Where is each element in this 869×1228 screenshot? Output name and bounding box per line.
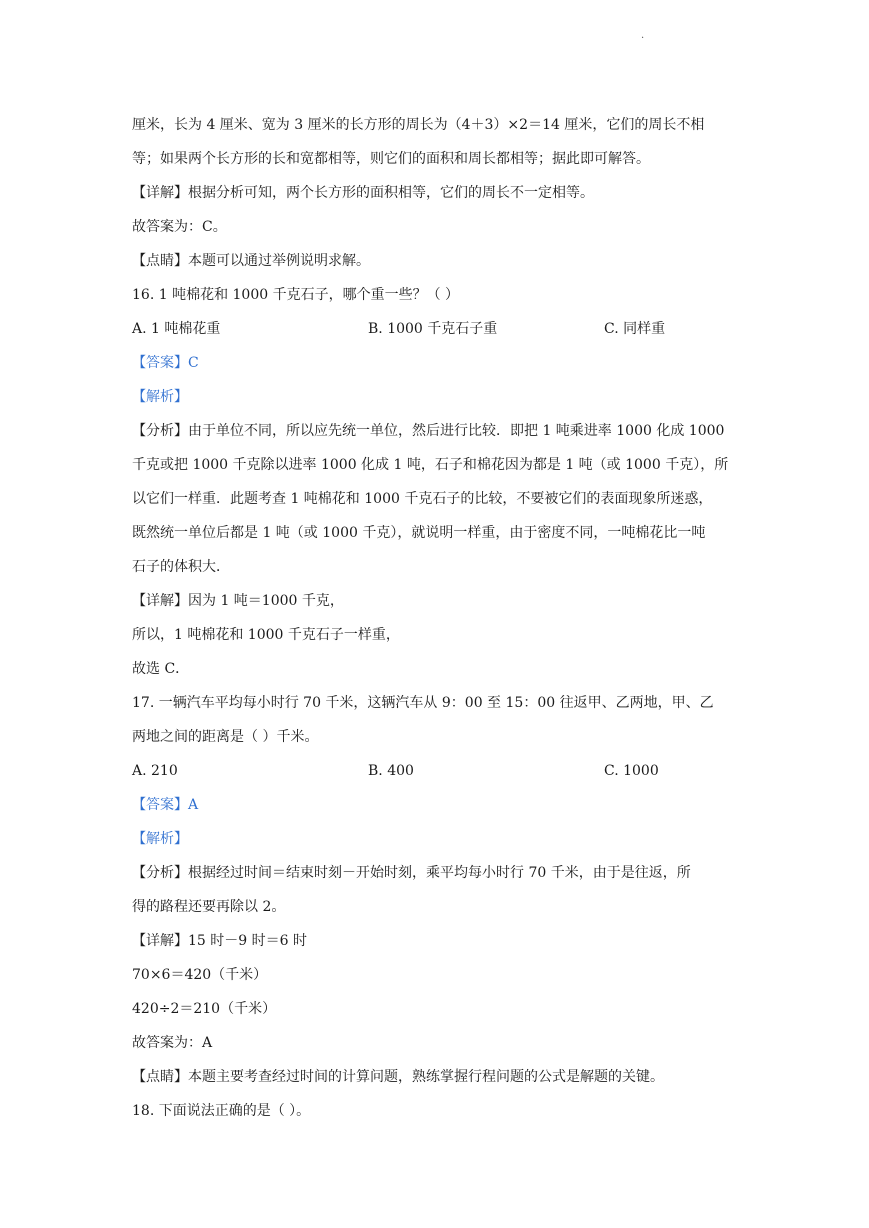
option-a: A. 1 吨棉花重 — [132, 321, 221, 337]
detail-line: 所以，1 吨棉花和 1000 千克石子一样重， — [132, 627, 400, 643]
analysis-line: 以它们一样重．此题考查 1 吨棉花和 1000 千克石子的比较，不要被它们的表面现象所迷惑， — [132, 491, 713, 507]
answer-label: 【答案】A — [132, 797, 199, 813]
analysis-line: 得的路程还要再除以 2。 — [132, 899, 286, 915]
comment-line: 【点睛】本题可以通过举例说明求解。 — [132, 253, 370, 269]
question-18-stem: 18. 下面说法正确的是（ ）。 — [132, 1103, 311, 1119]
analysis-line: 千克或把 1000 千克除以进率 1000 化成 1 吨，石子和棉花因为都是 1 吨（或 1000 千克），所 — [132, 457, 729, 473]
analysis-line: 石子的体积大． — [132, 559, 230, 575]
answer-label: 【答案】C — [132, 355, 199, 371]
option-c: C. 1000 — [604, 763, 659, 779]
detail-line: 【详解】15 时－9 时＝6 时 — [132, 933, 307, 949]
final-answer-line: 故答案为：C。 — [132, 219, 227, 235]
question-17-stem: 17. 一辆汽车平均每小时行 70 千米，这辆汽车从 9：00 至 15：00 往返甲、乙两地，甲、乙 — [132, 695, 714, 711]
analysis-line: 既然统一单位后都是 1 吨（或 1000 千克），就说明一样重，由于密度不同，一吨棉花比一吨 — [132, 525, 706, 541]
option-c: C. 同样重 — [604, 321, 666, 337]
detail-line: 故选 C． — [132, 661, 190, 677]
question-17-stem: 两地之间的距离是（ ）千米。 — [132, 729, 319, 745]
jiexi-label: 【解析】 — [132, 831, 188, 847]
analysis-line: 【分析】根据经过时间＝结束时刻－开始时刻，乘平均每小时行 70 千米，由于是往返，所 — [132, 865, 691, 881]
detail-line: 故答案为：A — [132, 1035, 213, 1051]
question-16-stem: 16. 1 吨棉花和 1000 千克石子，哪个重一些？（ ） — [132, 287, 460, 303]
comment-line: 【点睛】本题主要考查经过时间的计算问题，熟练掌握行程问题的公式是解题的关键。 — [132, 1069, 664, 1085]
option-a: A. 210 — [132, 763, 178, 779]
detail-line: 【详解】根据分析可知，两个长方形的面积相等，它们的周长不一定相等。 — [132, 185, 594, 201]
question-17-options — [132, 754, 744, 788]
option-b: B. 1000 千克石子重 — [368, 321, 498, 337]
detail-line: 70×6＝420（千米） — [132, 967, 268, 983]
analysis-line: 厘米，长为 4 厘米、宽为 3 厘米的长方形的周长为（4＋3）×2＝14 厘米，它们的周长不相 — [132, 117, 705, 133]
detail-line: 420÷2＝210（千米） — [132, 1001, 277, 1017]
option-b: B. 400 — [368, 763, 414, 779]
analysis-line: 【分析】由于单位不同，所以应先统一单位，然后进行比较．即把 1 吨乘进率 1000 化成 1000 — [132, 423, 725, 439]
analysis-line: 等；如果两个长方形的长和宽都相等，则它们的面积和周长都相等；据此即可解答。 — [132, 151, 650, 167]
question-16-options — [132, 312, 744, 346]
jiexi-label: 【解析】 — [132, 389, 188, 405]
document-body — [132, 108, 744, 1128]
page-mark: . — [641, 30, 645, 41]
detail-line: 【详解】因为 1 吨＝1000 千克， — [132, 593, 344, 609]
